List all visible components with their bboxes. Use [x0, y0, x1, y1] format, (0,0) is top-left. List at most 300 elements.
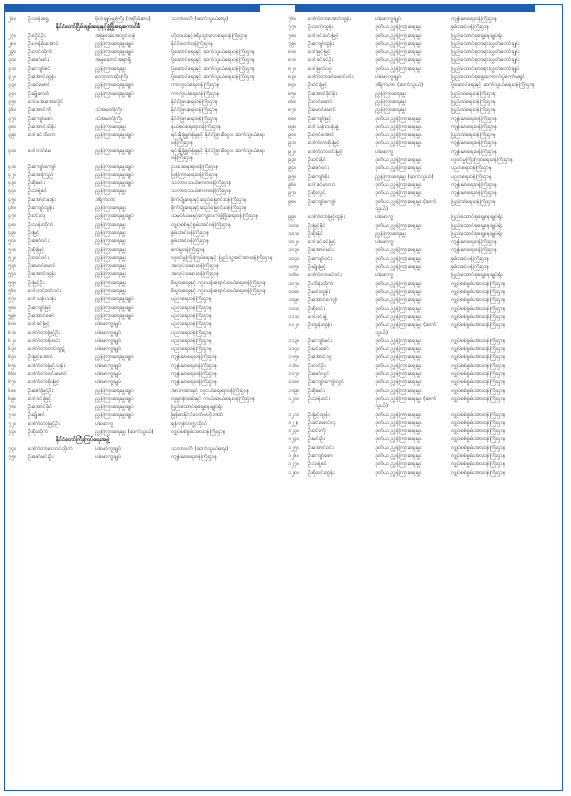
list-item — [8, 446, 280, 453]
entry-number: ၆၉။ — [8, 395, 16, 402]
entry-number: ၈၆။ — [288, 98, 297, 105]
department: နယ်စပ်ရေးရာဝန်ကြီးဌာန — [171, 123, 222, 130]
list-item — [288, 428, 560, 435]
rank-title: ဒုတိယ ညွှန်ကြားရေးမှူး — [375, 288, 422, 295]
rank-title: ညွှန်ကြားရေးမှူး — [375, 98, 406, 105]
department: စွမ်းအင်ဝန်ကြီးဌာန — [451, 264, 490, 271]
department: သဘာပတိ (ဆက်သွယ်ရေး) — [171, 445, 229, 452]
entry-number: ၃၈။ — [8, 123, 17, 130]
list-item — [288, 66, 560, 73]
department: ပြည်ထဲရေးဝန်ကြီးဌာန — [451, 98, 496, 105]
person-name: ဦးဇော်မင်း — [28, 57, 49, 64]
rank-title: ညွှန်ကြားရေးမှူး — [95, 205, 126, 212]
department: စီးပွားရေးနှင့် ကူးသန်းရောင်းဝယ်ရေးဝန်ကြီးဌာန — [171, 288, 267, 295]
department: ပို့ဆောင်ရေးနှင့် ဆက်သွယ်ရေးဝန်ကြီးဌာန — [171, 74, 255, 81]
rank-title: ပါမောက္ခချုပ် — [95, 379, 122, 386]
department: ပြည်ထဲရေးဝန်ကြီးဌာန — [451, 198, 496, 205]
section-subheading: နိုင်ငံတော်ကြီးကြပ်ရေးအဖွဲ့ — [56, 437, 110, 444]
person-name: ဦးဇော်မင်းဦး — [28, 453, 54, 460]
list-item — [8, 288, 280, 295]
list-item — [288, 41, 560, 48]
rank-title: ညွှန်ကြားရေးမှူး — [95, 188, 126, 195]
department: စိုက်ပျိုးရေးနှင့်ဆည်မြောင်းဝန်ကြီးဌာန — [171, 205, 247, 212]
entry-number: ၁၁၂။ — [288, 322, 299, 329]
entry-number: ၁၁၀။ — [288, 305, 300, 312]
rank-title: အမှုဆောင်အရာရှိ — [95, 57, 131, 64]
rank-title: ဒုတိယ ညွှန်ကြားရေးမှူး — [375, 354, 422, 361]
list-item — [288, 264, 560, 271]
rank-title: ပါမောက္ခချုပ် — [375, 74, 402, 81]
department: ကျန်းမာရေးဝန်ကြီးဌာန — [451, 190, 498, 197]
entry-number: ၆၂။ — [8, 337, 16, 344]
entry-number: ၆၁။ — [8, 329, 16, 336]
entry-number: ၄၉။ — [8, 229, 16, 236]
department: စွမ်းအင်ဝန်ကြီးဌာန — [171, 229, 210, 236]
rank-title: ပါမောက္ခချုပ် — [95, 445, 122, 452]
person-name: ဦးကျော်ကျော်လွင် — [308, 379, 345, 386]
rank-title: ဒုတိယ ညွှန်ကြားရေးမှူး — [375, 419, 422, 426]
rank-title: ဒုတိယ ညွှန်ကြားရေးမှူး — [375, 297, 422, 304]
department: ပညာရေးဝန်ကြီးဌာန — [451, 165, 492, 172]
entry-number: ၅၃။ — [8, 263, 16, 270]
entry-number: ၁၀၉။ — [288, 297, 300, 304]
department: ကျန်းမာရေးဝန်ကြီးဌာန — [171, 379, 218, 386]
department: အလုပ်သမားဝန်ကြီးဌာန — [171, 263, 220, 270]
rank-title: ဒုတိယ ညွှန်ကြားရေးမှူး — [375, 65, 422, 72]
department: စက်မှုဝန်ကြီးဌာန — [171, 246, 205, 253]
department: လျှပ်စစ်စွမ်းအားဝန်ကြီးဌာန — [451, 428, 506, 435]
list-item — [288, 306, 560, 313]
list-item — [8, 321, 280, 328]
entry-number: ၆၇။ — [8, 379, 16, 386]
list-item — [8, 82, 280, 89]
department: စီးပွားရေးနှင့် ကူးသန်းရောင်းဝယ်ရေးဝန်ကြီးဌာန — [171, 279, 267, 286]
entry-number: ၉၂။ — [288, 148, 296, 155]
entry-number: ၆၄။ — [8, 354, 16, 361]
department: လျှပ်စစ်စွမ်းအားဝန်ကြီးဌာန — [451, 305, 506, 312]
department: လျှပ်စစ်စွမ်းအားဝန်ကြီးဌာန — [451, 297, 506, 304]
department: လျှပ်စစ်စွမ်းအားဝန်ကြီးဌာန — [451, 280, 506, 287]
entry-number: ၅၇။ — [8, 296, 16, 303]
department: ကျန်းမာရေးဝန်ကြီးဌာန — [451, 115, 498, 122]
person-name: ဦးထွန်းထွန်း — [308, 322, 332, 329]
person-name: ဦးအောင်ဆန်း — [28, 196, 56, 203]
rank-title: ဒုတိယ ညွှန်ကြားရေးမှူး — [375, 461, 422, 468]
rank-title: ပါမောက္ခချုပ် — [95, 453, 122, 460]
entry-number: ၂၆။ — [8, 16, 16, 22]
person-name: ဒေါ်ဝင်းဝင်းမြင့် — [308, 32, 339, 39]
rank-title: ဒုတိယ ညွှန်ကြားရေးမှူး — [375, 190, 422, 197]
list-item — [288, 289, 560, 296]
department: ကျန်းမာရေးဝန်ကြီးဌာန — [171, 370, 218, 377]
list-item — [8, 429, 280, 436]
list-item — [288, 24, 560, 31]
department: လျှပ်စစ်စွမ်းအားဝန်ကြီးဌာန — [451, 419, 506, 426]
list-item — [288, 322, 560, 337]
rank-title: ဒုတိယ ညွှန်ကြားရေးမှူး — [375, 24, 422, 31]
entry-number: ၈၉။ — [288, 123, 297, 130]
rank-title: ညွှန်ကြားရေးမှူး — [95, 65, 126, 72]
entry-number: ၄၆။ — [8, 205, 16, 212]
department: လျှပ်စစ်စွမ်းအားဝန်ကြီးဌာန — [451, 387, 506, 394]
list-item — [8, 148, 280, 163]
department: ပညာရေးဝန်ကြီးဌာန — [171, 321, 212, 328]
rank-title: ဒုတိယ ညွှန်ကြားရေးမှူး — [375, 379, 422, 386]
entry-number: ၈၁။ — [288, 57, 297, 64]
person-name: ဦးလှိုင်ဦး — [28, 32, 46, 39]
entry-number: ၈၅။ — [288, 90, 297, 97]
rank-title: ဒုတိယ ညွှန်ကြားရေးမှူး — [375, 181, 422, 188]
entry-number: ၁၂၁။ — [288, 411, 299, 418]
entry-number: ၈၀။ — [288, 49, 297, 56]
list-item — [288, 239, 560, 246]
entry-number: ၁၂၈။ — [288, 469, 299, 476]
department: ပြည်ထောင်စုရှေ့နေချုပ်ရုံး — [451, 32, 503, 39]
entry-number: ၁၂၃။ — [288, 428, 299, 435]
rank-title: သံအမတ်ကြီး — [95, 115, 123, 122]
list-item — [8, 247, 280, 254]
list-item — [288, 354, 560, 361]
person-name: ဒေါ်သန်းသန်း — [28, 296, 56, 303]
department: ရင်းနှီးမြှုပ်နှံမှုနှင့် နိုင်ငံခြားစီးပွား ဆက်သွယ်ရေးဝန်ကြီးဌာန — [171, 147, 265, 162]
list-item — [288, 107, 560, 114]
list-item — [288, 388, 560, 395]
rank-title: ဒုတိယ ညွှန်ကြားရေးမှူး — [375, 337, 422, 344]
department: မြန်မာနိုင်ငံတော်ဗဟိုဘဏ် — [171, 412, 224, 419]
department: ပို့ဆောင်ရေးနှင့် ဆက်သွယ်ရေးဝန်ကြီးဌာန — [171, 49, 255, 56]
rank-title: ဒုတိယ ညွှန်ကြားရေးမှူး — [375, 222, 422, 229]
department: ပို့ဆောင်ရေးနှင့် ဆက်သွယ်ရေးဝန်ကြီးဌာန — [171, 65, 255, 72]
entry-number: ၁၁၇။ — [288, 370, 300, 377]
header-rule-right — [295, 5, 535, 12]
entry-number: ၆၀။ — [8, 321, 16, 328]
department: လျှပ်စစ်စွမ်းအားဝန်ကြီးဌာန — [451, 337, 506, 344]
person-name: ဦးတင်ထိုက် — [28, 49, 52, 56]
entry-number: ၉၁။ — [288, 140, 296, 147]
list-item — [8, 371, 280, 378]
list-item — [8, 213, 280, 220]
person-name: ဦးကျော်ထွန်း — [308, 40, 334, 47]
list-item — [288, 91, 560, 98]
list-item — [8, 49, 280, 56]
department: လူဝင်မှုကြီးကြပ်ရေးဝန်ကြီးဌာန — [451, 157, 513, 164]
person-name: ဦးသန့်ဇင် — [28, 188, 48, 195]
list-item — [8, 99, 280, 106]
person-name: ဦးစိုးထိုက် — [28, 429, 48, 436]
person-name: ဦးဝင်းလှ — [28, 213, 46, 220]
list-item — [8, 338, 280, 345]
person-name: ဦးဝင်းမြင့် — [308, 82, 328, 89]
section-subheading: နိုင်ငံတော်ငြိမ်းချမ်းရေးနှင့်ဖွံ့ဖြိုးရေးကောင်စီ — [56, 24, 141, 31]
entry-number: ၉၇။ — [288, 190, 296, 197]
department: ပညာရေးဝန်ကြီးဌာန — [171, 337, 212, 344]
person-name: ဦးသိန်းထိုက် — [308, 280, 334, 287]
department: ပညာရေးဝန်ကြီးဌာန — [171, 312, 212, 319]
department: စွမ်းအင်ဝန်ကြီးဌာန — [171, 238, 210, 245]
list-item — [288, 33, 560, 40]
rank-title: ညွှန်ကြားရေးမှူးချုပ် — [95, 395, 134, 402]
list-item — [288, 214, 560, 221]
department: ပြည်ထဲရေးဝန်ကြီးဌာန — [451, 107, 496, 114]
right-column — [288, 16, 560, 478]
department: ကျန်းမာရေးဝန်ကြီးဌာန — [451, 123, 498, 130]
rank-title: ညွှန်ကြားရေးမှူး — [95, 238, 126, 245]
rank-title: ပါမောက္ခချုပ် — [95, 321, 122, 328]
rank-title: ဒုတိယ ညွှန်ကြားရေးမှူး — [375, 132, 422, 139]
department: စွမ်းအင်ဝန်ကြီးဌာန — [451, 255, 490, 262]
entry-number: ၁၀၇။ — [288, 280, 300, 287]
department: ပညာရေးဝန်ကြီးဌာန — [171, 346, 212, 353]
rank-title: ညွှန်ကြားရေးမှူး — [95, 263, 126, 270]
department: ပြည်ထောင်စုရှေ့နေချုပ်ရုံး — [451, 222, 503, 229]
person-name: ဒေါ်တင်မေ — [28, 147, 52, 154]
rank-title: ပါမောက္ခ — [95, 420, 114, 427]
rank-title: ညွှန်ကြားရေးမှူးချုပ် — [95, 412, 134, 419]
department: ပြည်ထောင်စုရှေ့နေချုပ်ရုံး — [171, 404, 223, 411]
list-item — [8, 57, 280, 64]
person-name: ဒေါက်တာခင်မောင်ဝင်း — [308, 74, 354, 81]
rank-title: ဒုတိယ ညွှန်ကြားရေးမှူး — [375, 57, 422, 64]
list-item — [288, 420, 560, 427]
rank-title: ဒုတိယ ညွှန်ကြားရေးမှူး — [375, 115, 422, 122]
department: ကျန်းမာရေးဝန်ကြီးဌာန — [451, 16, 498, 22]
list-item — [8, 205, 280, 212]
person-name: ဒေါ်ခင်မာလာ — [308, 181, 336, 188]
entry-number: ၅၀။ — [8, 238, 16, 245]
list-item — [288, 182, 560, 189]
list-item — [288, 99, 560, 106]
list-item — [288, 256, 560, 263]
rank-title: ဒုတိယ ညွှန်ကြားရေးမှူး — [375, 444, 422, 451]
entry-number: ၁၀၆။ — [288, 272, 300, 279]
list-item — [8, 41, 280, 48]
entry-number: ၁၂၄။ — [288, 436, 299, 443]
person-name: ဒေါ်သန်းသန်းနွဲ့ — [308, 123, 339, 130]
entry-number: ၁၁၈။ — [288, 379, 300, 386]
entry-number: ၁၀၃။ — [288, 247, 300, 254]
person-name: ဦးဇော်မြင့်ဦး — [28, 387, 53, 394]
rank-title: ဒုတိယ ညွှန်ကြားရေးမှူး — [375, 411, 422, 418]
rank-title: ဒုတိယ ညွှန်ကြားရေးမှူး — [375, 264, 422, 271]
department: လျှပ်စစ်စွမ်းအားဝန်ကြီးဌာန — [451, 453, 506, 460]
person-name: ဦးကျော်မင်း — [308, 337, 332, 344]
list-item — [288, 281, 560, 288]
person-name: ဦးတင်အောင် — [308, 132, 335, 139]
person-name: ဒေါက်တာစိုးဝင်း — [28, 337, 61, 344]
list-item — [8, 74, 280, 81]
person-name: ဦးသန့်စင် — [308, 461, 328, 468]
list-item — [288, 132, 560, 139]
department: လျှပ်စစ်စွမ်းအားဝန်ကြီးဌာန — [451, 436, 506, 443]
entry-number: ၁၁၉။ — [288, 387, 300, 394]
list-item — [288, 338, 560, 345]
person-name: ဦးစိုးလွင် — [308, 190, 326, 197]
department: ပြည်ထဲရေးဝန်ကြီးဌာန — [451, 132, 496, 139]
person-name: ဒေါက်တာစိုးမြင့် — [28, 379, 60, 386]
person-name: ဦးအောင်မင်း — [308, 247, 334, 254]
department: စိုက်ပျိုးရေးနှင့်ဆည်မြောင်းဝန်ကြီးဌာန — [171, 196, 247, 203]
entry-number: ၅၄။ — [8, 271, 16, 278]
entry-number: ၁၂၆။ — [288, 453, 299, 460]
entry-number: ၉၈။ — [288, 198, 297, 205]
list-item — [288, 412, 560, 419]
list-item — [288, 140, 560, 147]
rank-title: ညွှန်ကြားရေးမှူးချုပ် — [95, 40, 134, 47]
person-name: ဦးမောင်မောင် — [28, 263, 56, 270]
list-item — [288, 346, 560, 353]
entry-number: ၇၀။ — [8, 404, 16, 411]
rank-title: ပါမောက္ခချုပ် — [95, 329, 122, 336]
list-item — [288, 74, 560, 81]
department: လျှပ်စစ်စွမ်းအားဝန်ကြီးဌာန — [451, 370, 506, 377]
list-item — [288, 174, 560, 181]
department: ပြည်ထောင်စုရှေ့နေချုပ်ရုံး — [451, 230, 503, 237]
rank-title: ဒုတိယ ညွှန်ကြားရေးမှူး (ဆက်သွယ်) — [375, 395, 437, 410]
list-item — [8, 271, 280, 278]
department: ကျန်းမာရေးဝန်ကြီးဌာန — [451, 181, 498, 188]
rank-title: ညွှန်ကြားရေးမှူး — [375, 230, 406, 237]
rank-title: ညွှန်ကြားရေးမှူး — [375, 107, 406, 114]
entry-number: ၁၂၅။ — [288, 444, 299, 451]
list-item — [8, 33, 280, 40]
list-item — [288, 379, 560, 386]
entry-number: ၇၂။ — [8, 420, 16, 427]
department: ကျန်းမာရေးဝန်ကြီးဌာန — [451, 148, 498, 155]
person-name: ဦးအောင်ခိုင်မိုး — [308, 90, 337, 97]
department: နိုင်ငံခြားရေးဝန်ကြီးဌာန — [171, 107, 218, 114]
department: ပြည်ထောင်စုတရားလွှတ်တော်ချုပ် — [451, 65, 520, 72]
department: လျှပ်စစ်စွမ်းအားဝန်ကြီးဌာန — [451, 379, 506, 386]
entry-number: ၁၂၀။ — [288, 395, 299, 402]
entry-number: ၃၉။ — [8, 132, 16, 139]
person-name: ဒေါ်ဝင်းနွဲ့ — [308, 313, 327, 320]
entry-number: ၄၄။ — [8, 188, 16, 195]
department: ပြည်ထဲရေးဝန်ကြီးဌာန — [451, 90, 496, 97]
entry-number: ၂၇။ — [8, 32, 16, 39]
list-item — [8, 454, 280, 461]
person-name: ဦးဇော်ဝင်း — [28, 238, 49, 245]
entry-number: ၈၃။ — [288, 74, 297, 81]
person-name: ဒေါ်ခင်သီတာ — [28, 132, 56, 139]
person-name: ဦးကျော်ကျော် — [308, 198, 336, 205]
rank-title: ဒုတိယ ညွှန်ကြားရေးမှူး — [375, 247, 422, 254]
rank-title: ဒုတိယ ညွှန်ကြားရေးမှူး — [375, 453, 422, 460]
rank-title: ဒုတိယ ညွှန်ကြားရေးမှူး — [375, 165, 422, 172]
rank-title: ပါမောက္ခချုပ် — [95, 346, 122, 353]
department: ကျန်းမာရေးဝန်ကြီးဌာန — [171, 362, 218, 369]
department: ပညာရေးဝန်ကြီးဌာန — [451, 173, 492, 180]
rank-title: ညွှန်ကြားရေးမှူး (ဆက်သွယ်) — [95, 429, 154, 436]
rank-title: ကော့တာဆိုးကြီး — [95, 74, 129, 81]
entry-number: ၉၉။ — [288, 214, 296, 221]
person-name: ဦးသန်းထိုက် — [28, 221, 54, 228]
person-name: ဒေါက်တာခင်ဝင်း — [308, 272, 342, 279]
list-item — [8, 263, 280, 270]
list-item — [8, 296, 280, 303]
person-name: ဦးကျော်မြင့် — [308, 115, 332, 122]
entry-number: ၄၂။ — [8, 171, 16, 178]
department: ပညာရေးဝန်ကြီးဌာန — [171, 329, 212, 336]
rank-title: ညွှန်ကြားရေးမှူး — [95, 271, 126, 278]
list-item — [8, 197, 280, 204]
entry-number: ၁၁၅။ — [288, 354, 300, 361]
rank-title: ညွှန်ကြားရေးမှူးချုပ် — [95, 147, 134, 154]
department: သမဝါယမနှင့်ကျေးလက်ဖွံ့ဖြိုးရေးဝန်ကြီးဌာန — [171, 213, 259, 220]
person-name: ဒေါ်ဝင်းမြင့် — [28, 395, 52, 402]
entry-number: ၅၂။ — [8, 254, 16, 261]
rank-title: ဒုတိယ ညွှန်ကြားရေးမှူး — [375, 32, 422, 39]
person-name: ဒေါက်တာလောင်ထိုက် — [28, 445, 73, 452]
person-name: ဦးခင်မောင် — [28, 82, 51, 89]
list-item — [288, 272, 560, 279]
rank-title: ညွှန်ကြားရေးမှူးချုပ် — [95, 296, 134, 303]
person-name: ဦးအေးကြည် — [28, 171, 54, 178]
list-item — [8, 222, 280, 229]
rank-title: ညွှန်ကြားရေးမှူး — [95, 279, 126, 286]
list-item — [288, 49, 560, 56]
department: ပညာရေးဝန်ကြီးဌာန — [171, 296, 212, 303]
entry-number: ၃၆။ — [8, 107, 16, 114]
entry-number: ၁၂၂။ — [288, 419, 299, 426]
list-item — [8, 164, 280, 171]
rank-title: ပါမောက္ခချုပ် — [375, 16, 402, 22]
department: လျှပ်စစ်စွမ်းအားဝန်ကြီးဌာန — [451, 313, 506, 320]
department: ပြည်ထောင်စုရှေ့နေချုပ်ရုံး — [451, 214, 503, 221]
list-item — [8, 280, 280, 287]
department: ဥပဒေရေးရာဝန်ကြီးဌာန — [171, 163, 219, 170]
department: ကာကွယ်ရေးဝန်ကြီးဌာန — [171, 82, 220, 89]
entry-number: ၃၄။ — [8, 90, 16, 97]
list-item — [8, 396, 280, 403]
person-name: ဦးမျိုးဇင် — [28, 412, 46, 419]
entry-number: ၅၆။ — [8, 288, 16, 295]
list-item — [8, 313, 280, 320]
entry-number: ၄၃။ — [8, 180, 16, 187]
rank-title: ညွှန်ကြားရေးမှူးချုပ် — [95, 180, 134, 187]
list-item — [8, 172, 280, 179]
list-item — [288, 396, 560, 411]
rank-title: ဒုတိယ ညွှန်ကြားရေးမှူး — [375, 428, 422, 435]
list-item — [288, 223, 560, 230]
entry-number: ၇၆။ — [288, 16, 296, 22]
department: လူမှုဝန်ထမ်းနှင့် ကယ်ဆယ်ရေးဝန်ကြီးဌာန — [171, 395, 255, 402]
department: ကျန်းမာရေးဝန်ကြီးဌာန — [171, 453, 218, 460]
entry-number: ၄၈။ — [8, 221, 17, 228]
person-name: ဦးမျိုးသော် — [28, 90, 50, 97]
person-name: ဦးမြင့်နိုင် — [308, 222, 326, 229]
rank-title: ဒုတိယ ညွှန်ကြားရေးမှူး — [375, 346, 422, 353]
person-name: ဒေါက်တာမြင့်ဦး — [28, 329, 60, 336]
list-item — [8, 238, 280, 245]
entry-number: ၅၉။ — [8, 312, 16, 319]
person-name: ဒေါက်တာတင်ထွဋ် — [28, 346, 65, 353]
person-name: ဦးသန်းရွှေ — [28, 16, 49, 22]
person-name: ဦးကျော်စိုး — [308, 173, 329, 180]
person-name: ဦးစိုးမြင့် — [28, 246, 45, 253]
rank-title: ညွှန်ကြားရေးမှူးချုပ် — [95, 171, 134, 178]
department: လျှပ်စစ်စွမ်းအားဝန်ကြီးဌာန — [171, 429, 226, 436]
rank-title: ညွှန်ကြားရေးမှူးချုပ် — [95, 82, 134, 89]
rank-title: ဒါရိုက်တာ — [95, 196, 116, 203]
list-item — [8, 330, 280, 337]
list-item — [288, 190, 560, 197]
rank-title: ဒုတိယ ညွှန်ကြားရေးမှူး — [375, 469, 422, 476]
department: ကျန်းမာရေးဝန်ကြီးဌာန — [171, 354, 218, 361]
rank-title: ဒုတိယ ညွှန်ကြားရေးမှူး — [375, 313, 422, 320]
rank-title: ဒုတိယ ညွှန်ကြားရေးမှူး (ဆက်သွယ်) — [375, 322, 437, 336]
entry-number: ၃၁။ — [8, 65, 16, 72]
rank-title: ဒါရိုက်တာ (ဆက်သွယ်) — [375, 82, 424, 89]
